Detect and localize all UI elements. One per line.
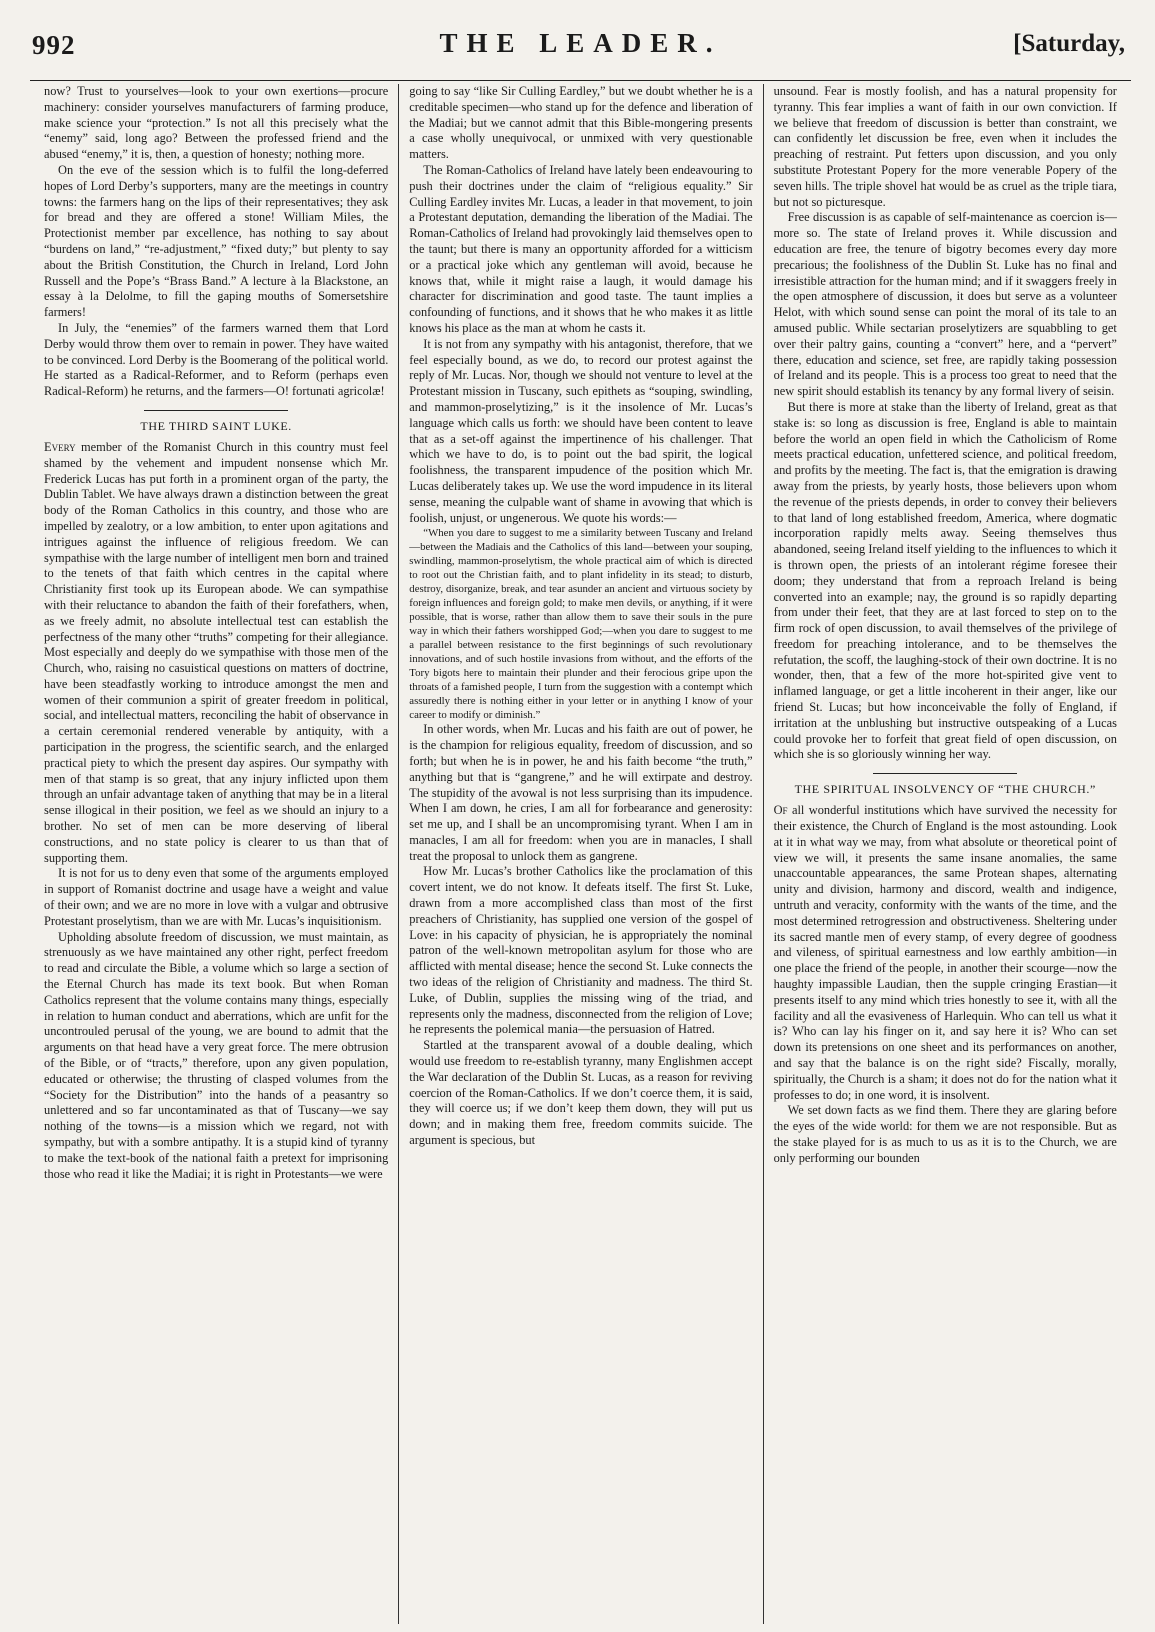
paragraph	[44, 440, 388, 867]
paragraph: In July, the “enemies” of the farmers warned them that Lord Derby would throw them over to remain in power. They have waited to be convinced. Lord Derby is the Boomerang of the political world. He started as a Radical-Reformer, and to Reform (perhaps even Radical-Reform) he returns, and the farmers—O! fortunati agricolæ!	[44, 320, 389, 399]
paragraph-text: all wonderful institutions which have survived the necessity for their existence, the Church of England is the most astounding. Look at it in what way we may, from what absolute or theoretical point of view we will, it presents the same insane anomalies, the same unaccountable appearances, the same Protean shapes, alternating unity and division, harmony and discord, wealth and indigence, untruth and veracity, conformity with the wants of the time, and the most determined retrogression and obstructiveness. Sheltering under its sacred mantle men of every stamp, of every degree of goodness and vileness, of spiritual earnestness and low earthly ambition—in one place the friend of the people, in another their scourge—now the haughty impassible Laudian, then the supple cringing Erastian—it presents itself to any mind which tries honestly to see it, with all the facility and all the evasiveness of Harlequin. Who can tell us what it is? Who can lay his finger on it, and say here it is? Who can set down its pretensions on one sheet and its performances on another, and say that the balance is on the right side? Fiscally, morally, spiritually, the Church is a sham; it does not do for the nation what it professes to do; in one word, it is insolvent.	[773, 803, 1117, 1102]
quotation: “When you dare to suggest to me a similarity between Tuscany and Ireland—between the Madiais and the Catholics of this land—between your souping, swindling, mammon-proselytism, the whole practical aim of which is directed to root out the Christian faith, and to plant infidelity in its stead; to disturb, destroy, disorganize, break, and tear asunder an ancient and virtuous society by foreign influences and foreign gold; to make men devils, or anything, if it were possible, that is worse, rather than allow them to save their souls in the pure way in which their fathers worshipped God;—when you dare to suggest to me a parallel between resistance to the first beginnings of such revolutionary innovations, and of such hostile invasions from without, and the efforts of the Tory bigots here to maintain their plunder and their ferocious gripe upon the throats of a famished people, I turn from the suggestion with a contempt which assuredly there is nothing either in your letter or in anything I know of your career to modify or diminish.”	[409, 527, 753, 722]
paragraph: We set down facts as we find them. There they are glaring before the eyes of the wide world: for them we are not responsible. But as the stake played for is as much to us as it is to the Church, we are only performing our bounden	[773, 1103, 1117, 1165]
dropcap-word: Of	[773, 803, 788, 818]
masthead	[30, 28, 1131, 81]
dateline: [Saturday,	[1013, 30, 1125, 57]
paragraph: Startled at the transparent avowal of a double dealing, which would use freedom to re-establish tyranny, many Englishmen accept the War declaration of the Dublin St. Lucas, as a reason for reviving coercion of the Roman-Catholics. If we don’t coerce them, it is said, they will coerce us; if we don’t keep them down, they will put us down; and in making them free, freedom commits suicide. The argument is specious, but	[409, 1038, 753, 1148]
paragraph: It is not from any sympathy with his antagonist, therefore, that we feel especially bound, as we do, to record our protest against the reply of Mr. Lucas. Nor, though we should not venture to level at the Protestant mission in Tuscany, such epithets as “souping, swindling, and mammon-proselytizing,” is it the insolence of Mr. Lucas’s language which calls us forth: we should have been content to leave that as a set-off against the impertinence of his challenger. That which we have to do, is to point out the bad spirit, the logical foolishness, the transparent impudence of the position which Mr. Lucas deliberately takes up. We use the word impudence in its literal sense, meaning the culpable want of shame in avowing that which is foolish, unjust, or ungenerous. We quote his words:—	[409, 336, 753, 525]
column-2	[398, 84, 762, 1624]
paper-title: THE LEADER.	[439, 28, 722, 58]
paragraph: It is not for us to deny even that some of the arguments employed in support of Romanist doctrine and usage have a weight and value of their own; and we are no more in love with a vulgar and obtrusive Protestant proselytism, than we are with Mr. Lucas’s inquisitionism.	[44, 866, 389, 928]
paragraph: Upholding absolute freedom of discussion, we must maintain, as strenuously as we have maintained any other right, perfect freedom to read and circulate the Bible, a volume which so large a section of the Eternal Church has made its text book. But when Roman Catholics represent that the volume contains many things, especially in relation to human conduct and aberrations, which are unfit for the uncontrouled perusal of the young, we are bound to admit that the arguments on that head have a very great force. The mere obtrusion of the Bible, or of “tracts,” therefore, upon any given population, educated or otherwise; the thrusting of clasped volumes from the “Society for the Distribution” into the hands of a peasantry so unlettered and so far uncontaminated as that of Tuscany—we say nothing of the towns—is a mission which we regard, not with sympathy, but with a sombre antipathy. It is a stupid kind of tyranny to make the text-book of the national faith a pretext for imprisoning those who read it like the Madiai; it is right in Protestants—we were	[44, 929, 389, 1181]
paragraph: unsound. Fear is mostly foolish, and has a natural propensity for tyranny. This fear implies a want of faith in our own conviction. If we believe that freedom of discussion is better than constraint, we can confidently let discussion be free, even when it includes the preaching of restraint. Put fetters upon discussion, and you only substitute Protestant Popery for the more venerable Popery of the seven hills. The triple shovel hat would be as cruel as the triple tiara, but not so picturesque.	[773, 84, 1117, 209]
article-columns	[34, 84, 1127, 1624]
paragraph: In other words, when Mr. Lucas and his faith are out of power, he is the champion for religious equality, freedom of discussion, and so forth; but when he is in power, he and his faith become “the truth,” anything but that is “gangrene,” and he will extirpate and destroy. The stupidity of the avowal is not less surprising than its impudence. When I am down, he cries, I am all for forbearance and generosity: set me up, and I shall be an uncompromising tyrant. When I am in manacles, I am all for freedom: when you are in manacles, I shall treat the proposal to unlock them as gangrene.	[409, 722, 753, 863]
paragraph-text: member of the Romanist Church in this country must feel shamed by the vehement and impudent nonsense which Mr. Frederick Lucas has put forth in a prominent organ of the party, the Dublin Tablet. We have always drawn a distinction between the great body of the Roman Catholics in this country, and those who are impelled by zealotry, or a low ambition, to enter upon agitations and intrigues against the influence of religious freedom. We can sympathise with the large number of intelligent men born and trained to the tenets of that faith which centres in the capital where Christianity first took up its European abode. We can sympathise with their reluctance to abandon the faith of their forefathers, when, as we freely admit, no absolute intellectual test can establish the perfectness of the many other “truths” competing for their allegiance. Most especially and deeply do we sympathise with those men of the Church, who, raising no casuistical questions on matters of doctrine, have been steadfastly working to introduce amongst the men and women of their communion a spirit of greater freedom in political, social, and intellectual matters, reconciling the habit of observance in a certain ceremonial rendered venerable by antiquity, with a participation in the progress, the scientific search, and the enlarged practical piety to which the present day aspires. Our sympathy with men of that stamp is so great, that any injury inflicted upon them through an unfair advantage taken of anything that may be in a literal sense illogical in their position, we feel as we should an injury to a brother. No set of men can be more deserving of liberal constructions, and no state policy is clearer to us than that of supporting them.	[44, 439, 389, 865]
section-divider	[144, 410, 289, 411]
page-number: 992	[32, 30, 76, 60]
column-3	[763, 84, 1127, 1624]
paragraph: How Mr. Lucas’s brother Catholics like the proclamation of this covert intent, we do not know. It defeats itself. The first St. Luke, drawn from a more accomplished class than most of the first preachers of Christianity, has supplied one version of the gospel of Love: in his capacity of physician, he is appropriately the nominal patron of the well-known metropolitan asylum for those who are afflicted with mental disease; hence the second St. Luke connects the two ideas of the religion of Christianity and madness. The third St. Luke, of Dublin, supplies the missing wing of the triad, and represents only the madness, disconnected from the religion of Love; he represents the polemical mania—the persuasion of Hatred.	[409, 864, 753, 1037]
dropcap-word: Every	[44, 439, 76, 454]
paragraph: But there is more at stake than the liberty of Ireland, great as that stake is: so long as discussion is free, England is able to maintain before the world an open field in which the Catholicism of Rome meets practical education, unfettered science, and political freedom, and profits by the meeting. The fact is, that the emigration is drawing away from the priests, by yearly hosts, those believers upon whom the revenue of the priests depends, in order to convey their believers to that land of long established freedom, America, where dogmatic incorporation rapidly melts away. Seeing themselves thus abandoned, seeing Ireland itself yielding to the influences to which it is thrown open, the priests of an intolerant régime foresee their doom; they understand that from a reproach Ireland is being converted into an example; nay, the ground is so rapidly departing from under their feet, that they are at last forced to step on to the firm rock of open discussion, to avail themselves of the privilege of freedom for preaching intolerance, and to be themselves the refutation, the scoff, the laughing-stock of their own doctrine. It is no wonder, then, that a few of the more hot-spirited give vent to inflamed language, or get a little incoherent in their anger, like our friend St. Lucas; but how inconceivable the folly of England, if irritation at the unblushing but instructive outspeaking of a Lucas could provoke her to forfeit that great field of open discussion, on which she is so gloriously winning her way.	[773, 399, 1117, 762]
paragraph: Free discussion is as capable of self-maintenance as coercion is—more so. The state of Ireland proves it. While discussion and education are free, the tenure of bigotry becomes every day more precarious; the foolishness of the Dublin St. Luke has no final and irresistible attraction for the human mind; and if it swaggers freely in the open atmosphere of discussion, it does but serve as a volunteer Helot, with which sound sense can point the moral of its tale to an amused public. While sectarian proselytizers are squabbling to get over their paltry gains, counting a “convert” here, and a “pervert” there, education and science, set free, are rapidly taking possession of Ireland and its people. This is a process too great to need that the new spirit should establish its tenancy by any formal livery of seisin.	[773, 210, 1117, 399]
paragraph	[774, 803, 1117, 1103]
section-divider	[873, 773, 1017, 774]
article-heading: THE THIRD SAINT LUKE.	[140, 418, 292, 433]
column-1	[34, 84, 398, 1624]
article-heading: THE SPIRITUAL INSOLVENCY OF “THE CHURCH.”	[794, 782, 1096, 797]
paragraph: On the eve of the session which is to fulfil the long-deferred hopes of Lord Derby’s supporters, many are the meetings in country towns: the farmers hang on the lips of their representatives; they ask for bread and they are offered a stone! William Miles, the Protectionist member par excellence, has nothing to say about “burdens on land,” “re-adjustment,” “fixed duty;” but plenty to say about the British Constitution, the Church in Ireland, Lord John Russell and the Pope’s “Brass Band.” A lecture à la Blackstone, an essay à la Delolme, to fill the gaping mouths of Somersetshire farmers!	[44, 162, 389, 320]
paragraph: now? Trust to yourselves—look to your own exertions—procure machinery: consider yourselves manufacturers of farming produce, make science your “protection.” Is not all this precisely what the “enemy” said, long ago? Between the professed friend and the abused “enemy,” it is, then, a question of honesty; nothing more.	[44, 84, 389, 162]
paragraph: The Roman-Catholics of Ireland have lately been endeavouring to push their doctrines under the claim of “religious equality.” Sir Culling Eardley invites Mr. Lucas, a leader in that movement, to join a Protestant deputation, demanding the liberation of the Madiai. The Roman-Catholics of Ireland had provokingly laid themselves open to the taunt; but there is many an opportunity afforded for a witticism or a practical joke which any gentleman will avoid, because he knows that, while it might raise a laugh, it would damage his character for discrimination and good taste. The taunt implies a confounding of functions, and it shows that he who makes it as little knows his place as the man at whom he casts it.	[409, 162, 753, 335]
paragraph: going to say “like Sir Culling Eardley,” but we doubt whether he is a creditable specimen—who stand up for the defence and liberation of the Madiai; but we cannot admit that this Bible-mongering presents a case wholly unequivocal, or unmixed with very questionable matters.	[409, 84, 753, 162]
